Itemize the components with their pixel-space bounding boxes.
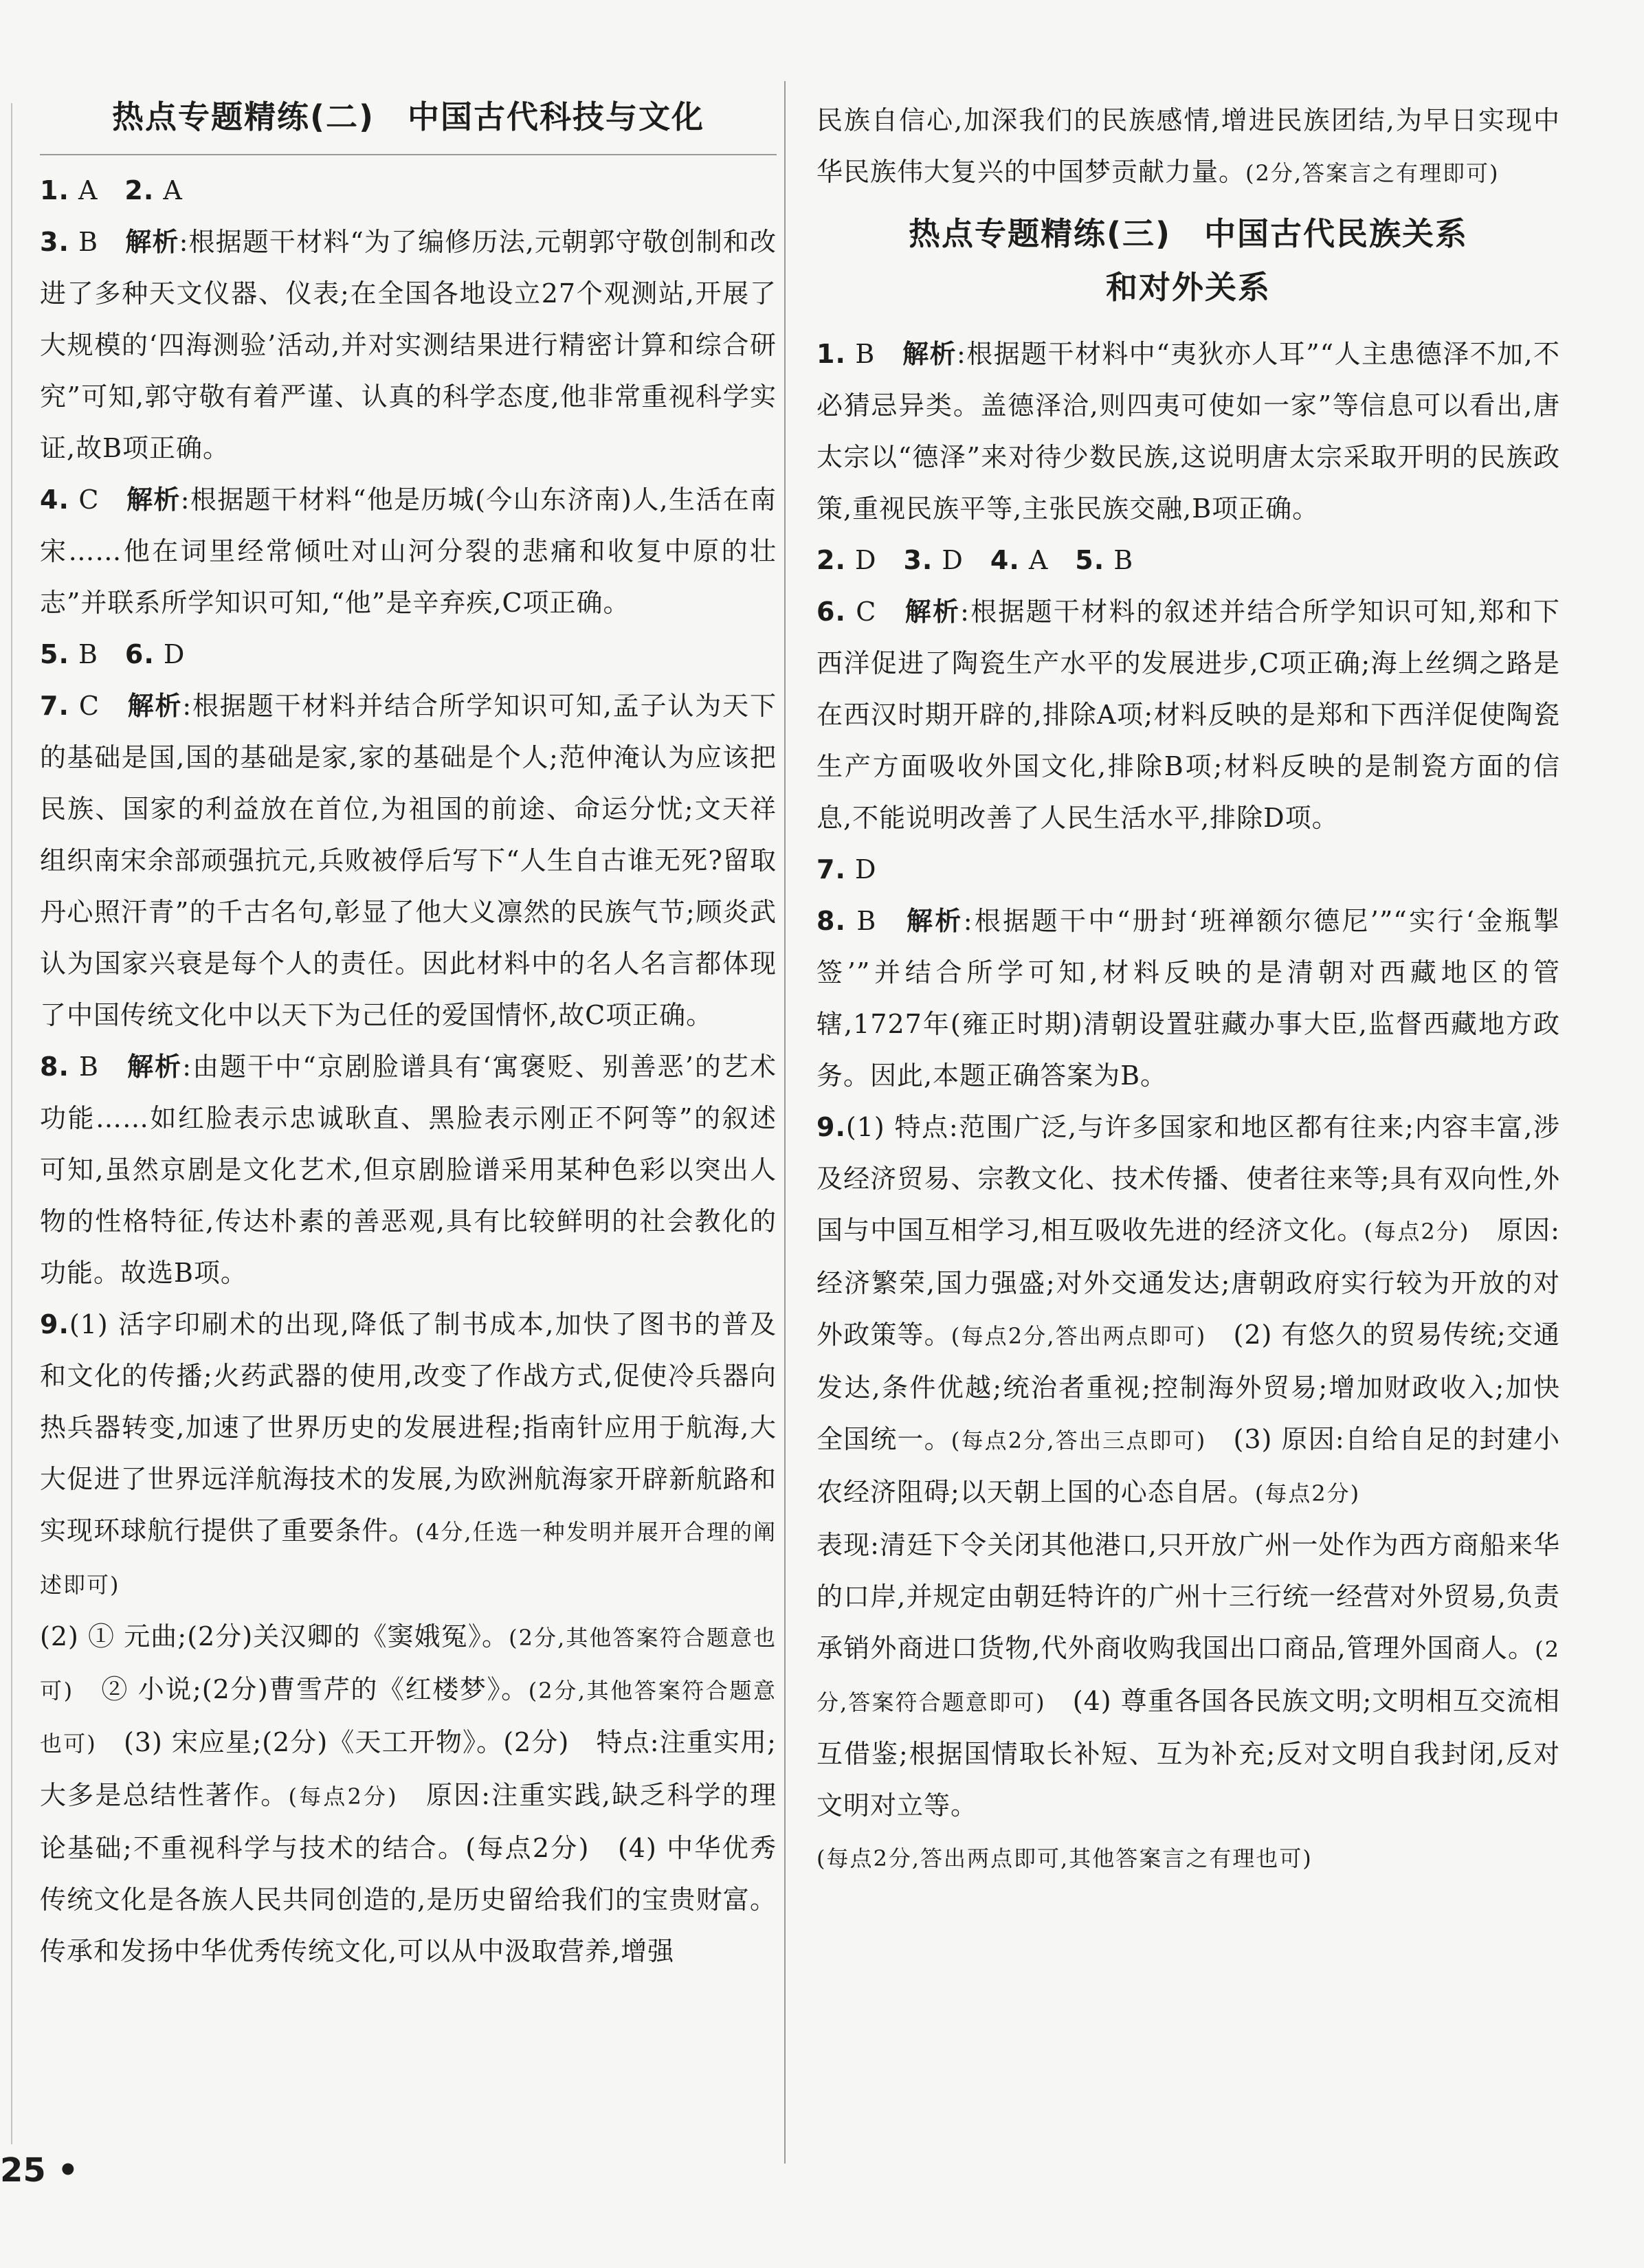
answer-r8: 8. B 解析:根据题干中“册封‘班禅额尔德尼’”“实行‘金瓶掣签’”并结合所学可知,材料反映的是清朝对西藏地区的管辖,1727年(雍正时期)清朝设置驻藏办事大臣,监督西藏地方政务。因此,本题正确答案为B。 — [817, 906, 1560, 1091]
page-number: 25 • — [0, 2151, 79, 2190]
answer-5-6: 5. B 6. D — [40, 639, 186, 669]
answer-r9: 9.(1) 特点:范围广泛,与许多国家和地区都有往来;内容丰富,涉及经济贸易、宗教文化、技术传播、使者往来等;具有双向性,外国与中国互相学习,相互吸收先进的经济文化。(每点2分) 原因:经济繁荣,国力强盛;对外交通发达;唐朝政府实行较为开放的对外政策等。(每点2分,答出两点即可) (2) 有悠久的贸易传统;交通发达,条件优越;统治者重视;控制海外贸易;增加财政收入;加快全国统一。(每点2分,答出三点即可) (3) 原因:自给自足的封建小农经济阻碍;以天朝上国的心态自居。(每点2分) 表现:清廷下令关闭其他港口,只开放广州一处作为西方商船来华的口岸,并规定由朝廷特许的广州十三行统一经营对外贸易,负责承销外商进口货物,代外商收购我国出口商品,管理外国商人。(2分,答案符合题意即可) (4) 尊重各国各民族文明;文明相互交流相互借鉴;根据国情取长补短、互为补充;反对文明自我封闭,反对文明对立等。 (每点2分,答出两点即可,其他答案言之有理也可) — [817, 1112, 1560, 1871]
answer-r1: 1. B 解析:根据题干材料中“夷狄亦人耳”“人主患德泽不加,不必猜忌异类。盖德泽洽,则四夷可使如一家”等信息可以看出,唐太宗以“德泽”来对待少数民族,这说明唐太宗采取开明的民族政策,重视民族平等,主张民族交融,B项正确。 — [817, 339, 1560, 524]
answer-r6: 6. C 解析:根据题干材料的叙述并结合所学知识可知,郑和下西洋促进了陶瓷生产水平的发展进步,C项正确;海上丝绸之路是在西汉时期开辟的,排除A项;材料反映的是郑和下西洋促使陶瓷生产方面吸收外国文化,排除B项;材料反映的是制瓷方面的信息,不能说明改善了人民生活水平,排除D项。 — [817, 597, 1560, 833]
answer-4: 4. C 解析:根据题干材料“他是历城(今山东济南)人,生活在南宋……他在词里经常倾吐对山河分裂的悲痛和收复中原的壮志”并联系所学知识可知,“他”是辛弃疾,C项正确。 — [40, 485, 777, 618]
left-edge-rule — [11, 103, 12, 2144]
answer-8: 8. B 解析:由题干中“京剧脸谱具有‘寓褒贬、别善恶’的艺术功能……如红脸表示忠诚耿直、黑脸表示刚正不阿等”的叙述可知,虽然京剧是文化艺术,但京剧脸谱采用某种色彩以突出人物的性格特征,传达朴素的善恶观,具有比较鲜明的社会教化的功能。故选B项。 — [40, 1052, 777, 1288]
column-divider — [784, 81, 786, 2164]
answer-r7: 7. D — [817, 854, 877, 885]
answer-1-2: 1. A 2. A — [40, 175, 183, 205]
section-title-2: 热点专题精练(二) 中国古代科技与文化 — [111, 98, 705, 135]
answer-3: 3. B 解析:根据题干材料“为了编修历法,元朝郭守敬创制和改进了多种天文仪器、仪表;在全国各地设立27个观测站,开展了大规模的‘四海测验’活动,并对实测结果进行精密计算和综合研究”可知,郭守敬有着严谨、认真的科学态度,他非常重视科学实证,故B项正确。 — [40, 227, 777, 463]
answer-r2-5: 2. D 3. D 4. A 5. B — [817, 545, 1134, 575]
answer-9: 9.(1) 活字印刷术的出现,降低了制书成本,加快了图书的普及和文化的传播;火药武器的使用,改变了作战方式,促使冷兵器向热兵器转变,加速了世界历史的发展进程;指南针应用于航海,大大促进了世界远洋航海技术的发展,为欧洲航海家开辟新航路和实现环球航行提供了重要条件。(4分,任选一种发明并展开合理的阐述即可) (2) ① 元曲;(2分)关汉卿的《窦娥冤》。(2分,其他答案符合题意也可) ② 小说;(2分)曹雪芹的《红楼梦》。(2分,其他答案符合题意也可) (3) 宋应星;(2分)《天工开物》。(2分) 特点:注重实用;大多是总结性著作。(每点2分) 原因:注重实践,缺乏科学的理论基础;不重视科学与技术的结合。(每点2分) (4) 中华优秀传统文化是各族人民共同创造的,是历史留给我们的宝贵财富。传承和发扬中华优秀传统文化,可以从中汲取营养,增强 — [40, 1309, 777, 1966]
section-title-3-line2: 和对外关系 — [1106, 269, 1271, 306]
title-underline — [40, 154, 777, 155]
answer-7: 7. C 解析:根据题干材料并结合所学知识可知,孟子认为天下的基础是国,国的基础是家,家的基础是个人;范仲淹认为应该把民族、国家的利益放在首位,为祖国的前途、命运分忧;文天祥组织南宋余部顽强抗元,兵败被俘后写下“人生自古谁无死?留取丹心照汗青”的千古名句,彰显了他大义凛然的民族气节;顾炎武认为国家兴衰是每个人的责任。因此材料中的名人名言都体现了中国传统文化中以天下为己任的爱国情怀,故C项正确。 — [40, 691, 777, 1030]
carry-over-text: 民族自信心,加深我们的民族感情,增进民族团结,为早日实现中华民族伟大复兴的中国梦贡献力量。(2分,答案言之有理即可) — [817, 105, 1560, 187]
left-column — [40, 88, 777, 1977]
section-title-3-line1: 热点专题精练(三) 中国古代民族关系 — [908, 215, 1469, 252]
right-column — [817, 95, 1560, 1885]
